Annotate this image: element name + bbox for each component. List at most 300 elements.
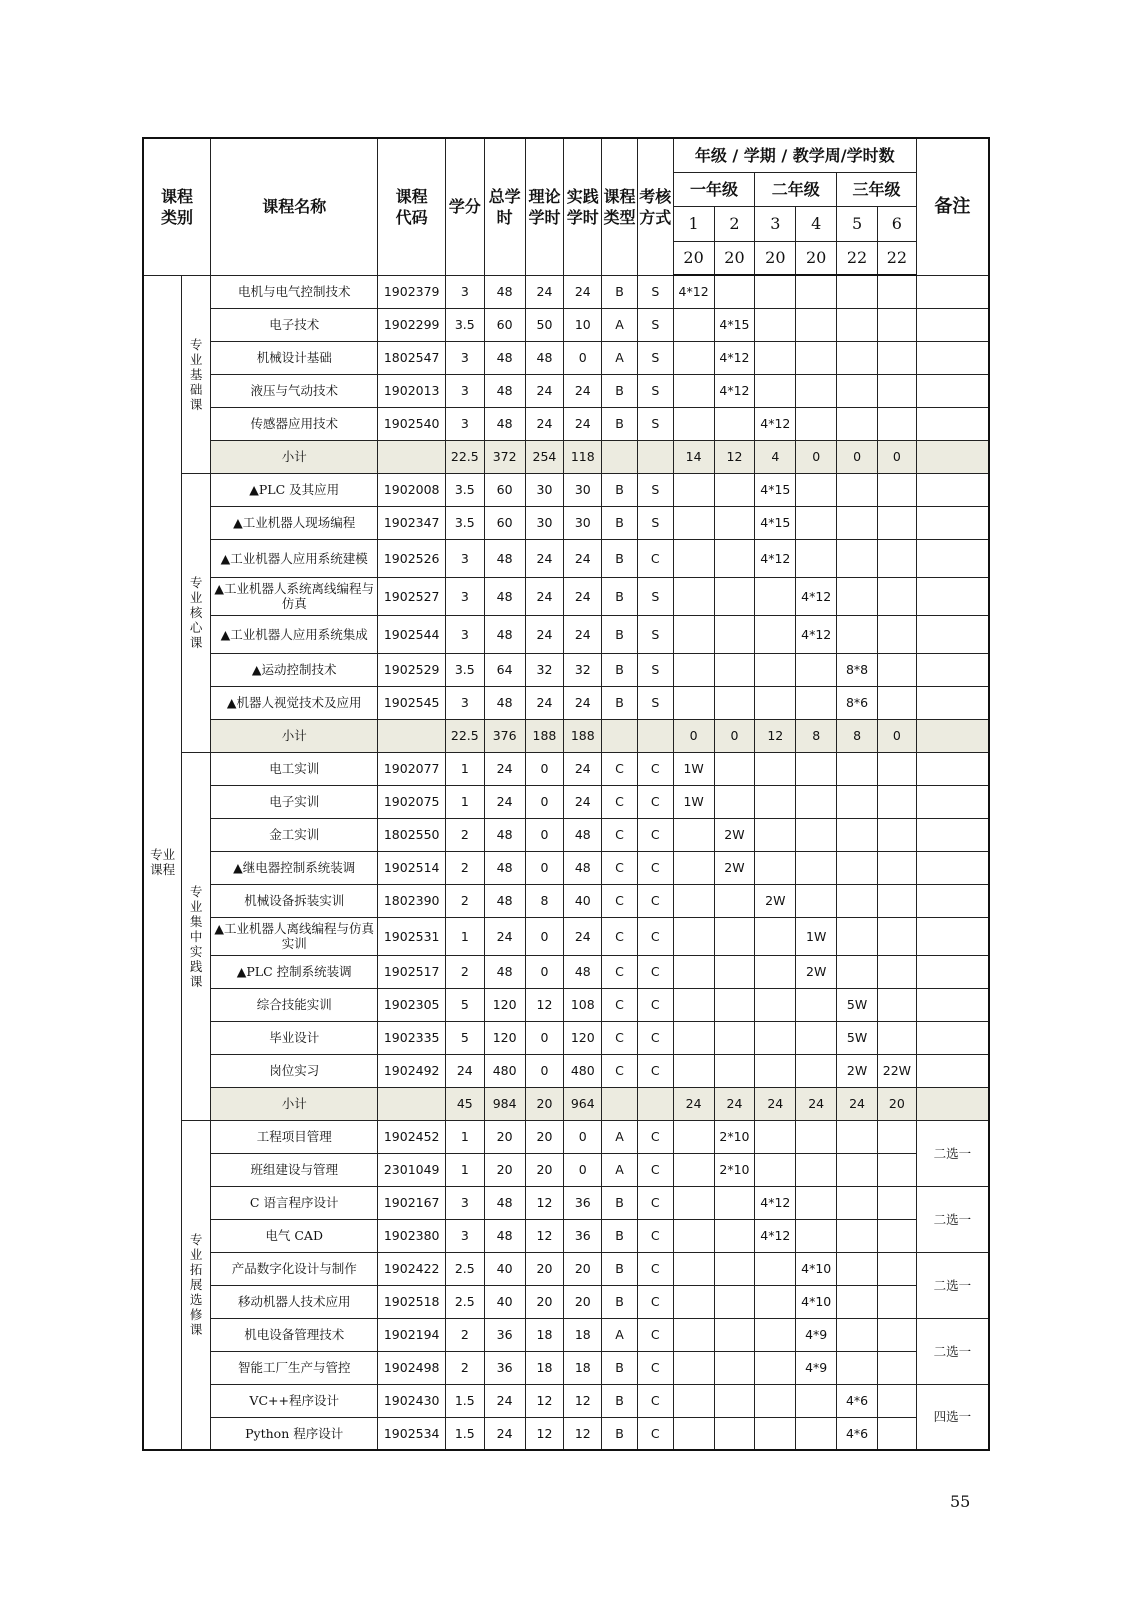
course-practice-hours: 10 <box>564 308 602 341</box>
course-total-hours: 48 <box>484 851 525 884</box>
course-name: 传感器应用技术 <box>210 407 378 440</box>
subtotal-semester-hours: 14 <box>673 440 714 473</box>
course-credit: 1 <box>445 752 484 785</box>
course-type: B <box>602 275 638 308</box>
course-total-hours: 48 <box>484 577 525 615</box>
course-assessment: C <box>637 1120 673 1153</box>
course-total-hours: 48 <box>484 955 525 988</box>
course-credit: 24 <box>445 1054 484 1087</box>
course-assessment: C <box>637 884 673 917</box>
subtotal-code <box>378 440 445 473</box>
course-credit: 1 <box>445 1153 484 1186</box>
course-type: B <box>602 473 638 506</box>
course-total-hours: 120 <box>484 1021 525 1054</box>
course-assessment: S <box>637 407 673 440</box>
semester-hours <box>755 1021 796 1054</box>
semester-hours <box>877 473 916 506</box>
semester-hours <box>755 1153 796 1186</box>
table-row <box>143 653 989 686</box>
header-weeks: 22 <box>877 241 916 275</box>
course-assessment: C <box>637 851 673 884</box>
course-credit: 2 <box>445 1318 484 1351</box>
course-name: 机电设备管理技术 <box>210 1318 378 1351</box>
subtotal-type <box>602 719 638 752</box>
course-assessment: S <box>637 506 673 539</box>
course-type: C <box>602 884 638 917</box>
course-practice-hours: 12 <box>564 1417 602 1450</box>
subtotal-semester-hours: 0 <box>877 719 916 752</box>
subtotal-assessment <box>637 1087 673 1120</box>
course-credit: 5 <box>445 1021 484 1054</box>
course-assessment: S <box>637 473 673 506</box>
semester-hours <box>714 653 755 686</box>
semester-hours <box>837 1219 878 1252</box>
table-row <box>143 506 989 539</box>
semester-hours <box>673 955 714 988</box>
semester-hours: 4*12 <box>796 577 837 615</box>
course-theory-hours: 0 <box>525 955 564 988</box>
course-practice-hours: 120 <box>564 1021 602 1054</box>
course-assessment: C <box>637 1186 673 1219</box>
course-name: 综合技能实训 <box>210 988 378 1021</box>
course-theory-hours: 24 <box>525 407 564 440</box>
table-row <box>143 1417 989 1450</box>
course-theory-hours: 32 <box>525 653 564 686</box>
table-row <box>143 752 989 785</box>
semester-hours <box>877 577 916 615</box>
semester-hours <box>755 917 796 955</box>
table-row <box>143 785 989 818</box>
subtotal-theory-hours: 20 <box>525 1087 564 1120</box>
course-code: 1902335 <box>378 1021 445 1054</box>
course-total-hours: 64 <box>484 653 525 686</box>
course-practice-hours: 30 <box>564 506 602 539</box>
header-weeks: 20 <box>796 241 837 275</box>
course-credit: 5 <box>445 988 484 1021</box>
semester-hours <box>837 615 878 653</box>
subtotal-semester-hours: 4 <box>755 440 796 473</box>
semester-hours <box>714 1054 755 1087</box>
semester-hours <box>673 818 714 851</box>
course-name: 岗位实习 <box>210 1054 378 1087</box>
course-practice-hours: 24 <box>564 539 602 577</box>
remark-cell <box>916 1021 989 1054</box>
remark-cell <box>916 851 989 884</box>
semester-hours <box>877 851 916 884</box>
course-code: 1902305 <box>378 988 445 1021</box>
course-name: 智能工厂生产与管控 <box>210 1351 378 1384</box>
semester-hours: 4*15 <box>755 506 796 539</box>
course-credit: 2 <box>445 884 484 917</box>
semester-hours <box>837 785 878 818</box>
semester-hours: 2*10 <box>714 1120 755 1153</box>
course-assessment: C <box>637 539 673 577</box>
subtotal-credit: 22.5 <box>445 440 484 473</box>
course-theory-hours: 0 <box>525 917 564 955</box>
semester-hours <box>673 851 714 884</box>
semester-hours <box>673 1384 714 1417</box>
subtotal-label: 小计 <box>210 719 378 752</box>
course-type: B <box>602 1285 638 1318</box>
course-total-hours: 60 <box>484 473 525 506</box>
semester-hours <box>837 374 878 407</box>
course-credit: 3.5 <box>445 308 484 341</box>
semester-hours <box>673 1120 714 1153</box>
course-name: 产品数字化设计与制作 <box>210 1252 378 1285</box>
course-type: C <box>602 1054 638 1087</box>
course-practice-hours: 24 <box>564 752 602 785</box>
semester-hours <box>714 1285 755 1318</box>
semester-hours <box>796 1417 837 1450</box>
remark-cell: 二选一 <box>916 1120 989 1186</box>
course-practice-hours: 24 <box>564 615 602 653</box>
course-type: B <box>602 1351 638 1384</box>
course-practice-hours: 40 <box>564 884 602 917</box>
header-grade-1: 一年级 <box>673 172 755 206</box>
table-row <box>143 577 989 615</box>
course-total-hours: 24 <box>484 752 525 785</box>
semester-hours: 2W <box>837 1054 878 1087</box>
semester-hours <box>796 1384 837 1417</box>
semester-hours <box>796 374 837 407</box>
subtotal-label: 小计 <box>210 1087 378 1120</box>
course-assessment: S <box>637 374 673 407</box>
semester-hours <box>877 341 916 374</box>
course-assessment: C <box>637 1285 673 1318</box>
course-practice-hours: 24 <box>564 917 602 955</box>
page-number: 55 <box>950 1492 971 1511</box>
course-total-hours: 48 <box>484 539 525 577</box>
table-row <box>143 539 989 577</box>
semester-hours: 4*9 <box>796 1351 837 1384</box>
course-code: 1902347 <box>378 506 445 539</box>
course-assessment: S <box>637 308 673 341</box>
course-type: A <box>602 1120 638 1153</box>
semester-hours <box>877 308 916 341</box>
course-credit: 1 <box>445 785 484 818</box>
course-practice-hours: 24 <box>564 407 602 440</box>
header-weeks: 20 <box>673 241 714 275</box>
course-name: 液压与气动技术 <box>210 374 378 407</box>
course-credit: 2 <box>445 851 484 884</box>
subtotal-label: 小计 <box>210 440 378 473</box>
course-code: 1902077 <box>378 752 445 785</box>
course-theory-hours: 50 <box>525 308 564 341</box>
semester-hours <box>673 1417 714 1450</box>
course-total-hours: 24 <box>484 917 525 955</box>
course-assessment: C <box>637 1219 673 1252</box>
remark-cell <box>916 615 989 653</box>
course-assessment: C <box>637 917 673 955</box>
header-weeks: 20 <box>714 241 755 275</box>
semester-hours <box>755 955 796 988</box>
remark-cell <box>916 917 989 955</box>
table-row <box>143 1153 989 1186</box>
course-code: 1802390 <box>378 884 445 917</box>
remark-cell: 二选一 <box>916 1186 989 1252</box>
course-practice-hours: 36 <box>564 1219 602 1252</box>
semester-hours <box>877 955 916 988</box>
group-name-cell <box>182 275 211 473</box>
course-theory-hours: 8 <box>525 884 564 917</box>
course-theory-hours: 12 <box>525 1417 564 1450</box>
subtotal-semester-hours: 0 <box>877 440 916 473</box>
table-row <box>143 407 989 440</box>
course-assessment: C <box>637 818 673 851</box>
semester-hours <box>714 539 755 577</box>
semester-hours <box>673 473 714 506</box>
group-name-cell <box>182 752 211 1120</box>
course-theory-hours: 0 <box>525 785 564 818</box>
semester-hours <box>673 1219 714 1252</box>
table-row <box>143 473 989 506</box>
semester-hours <box>755 1384 796 1417</box>
header-credit: 学分 <box>445 138 484 275</box>
semester-hours <box>837 1351 878 1384</box>
course-practice-hours: 30 <box>564 473 602 506</box>
semester-hours <box>673 308 714 341</box>
course-practice-hours: 20 <box>564 1252 602 1285</box>
group-name: 专业基础课 <box>189 336 203 412</box>
course-type: B <box>602 686 638 719</box>
group-name: 专业集中实践课 <box>189 883 203 989</box>
course-total-hours: 36 <box>484 1318 525 1351</box>
table-row <box>143 686 989 719</box>
semester-hours <box>714 1318 755 1351</box>
remark-cell <box>916 1054 989 1087</box>
course-credit: 3.5 <box>445 506 484 539</box>
course-theory-hours: 30 <box>525 473 564 506</box>
course-type: C <box>602 1021 638 1054</box>
semester-hours: 4*15 <box>755 473 796 506</box>
semester-hours <box>877 506 916 539</box>
remark-cell <box>916 818 989 851</box>
subtotal-semester-hours: 12 <box>755 719 796 752</box>
semester-hours <box>877 785 916 818</box>
course-code: 1902540 <box>378 407 445 440</box>
course-practice-hours: 24 <box>564 577 602 615</box>
course-practice-hours: 48 <box>564 818 602 851</box>
subtotal-total-hours: 984 <box>484 1087 525 1120</box>
group-name: 专业拓展选修课 <box>189 1232 203 1338</box>
semester-hours: 8*6 <box>837 686 878 719</box>
course-name: ▲PLC 控制系统装调 <box>210 955 378 988</box>
header-weeks: 22 <box>837 241 878 275</box>
semester-hours <box>837 884 878 917</box>
semester-hours <box>877 988 916 1021</box>
course-total-hours: 48 <box>484 1186 525 1219</box>
course-code: 2301049 <box>378 1153 445 1186</box>
course-type: C <box>602 752 638 785</box>
course-name: 金工实训 <box>210 818 378 851</box>
course-code: 1802550 <box>378 818 445 851</box>
semester-hours <box>796 473 837 506</box>
semester-hours <box>877 818 916 851</box>
semester-hours <box>755 1285 796 1318</box>
course-type: B <box>602 1384 638 1417</box>
course-assessment: S <box>637 615 673 653</box>
semester-hours <box>755 1318 796 1351</box>
course-theory-hours: 0 <box>525 851 564 884</box>
course-name: 电子实训 <box>210 785 378 818</box>
semester-hours <box>877 407 916 440</box>
subtotal-semester-hours: 24 <box>837 1087 878 1120</box>
course-code: 1902531 <box>378 917 445 955</box>
remark-cell <box>916 686 989 719</box>
course-theory-hours: 12 <box>525 1219 564 1252</box>
course-theory-hours: 0 <box>525 752 564 785</box>
course-assessment: C <box>637 1153 673 1186</box>
semester-hours <box>877 1351 916 1384</box>
course-assessment: C <box>637 752 673 785</box>
semester-hours <box>877 1252 916 1285</box>
course-theory-hours: 48 <box>525 341 564 374</box>
course-total-hours: 48 <box>484 686 525 719</box>
course-name: ▲工业机器人应用系统建模 <box>210 539 378 577</box>
course-code: 1902492 <box>378 1054 445 1087</box>
table-row <box>143 275 989 308</box>
semester-hours <box>837 1252 878 1285</box>
semester-hours: 2W <box>714 818 755 851</box>
course-credit: 2 <box>445 818 484 851</box>
semester-hours <box>877 1153 916 1186</box>
semester-hours: 8*8 <box>837 653 878 686</box>
semester-hours <box>714 1021 755 1054</box>
table-header <box>143 138 989 275</box>
semester-hours <box>673 374 714 407</box>
subtotal-semester-hours: 0 <box>714 719 755 752</box>
course-total-hours: 24 <box>484 1417 525 1450</box>
subtotal-assessment <box>637 719 673 752</box>
course-assessment: S <box>637 341 673 374</box>
remark-cell <box>916 473 989 506</box>
semester-hours <box>837 407 878 440</box>
course-code: 1902167 <box>378 1186 445 1219</box>
group-name: 专业核心课 <box>189 575 203 650</box>
course-type: B <box>602 1186 638 1219</box>
semester-hours <box>755 1054 796 1087</box>
semester-hours: 4*12 <box>755 1186 796 1219</box>
header-total-hours: 总学时 <box>484 138 525 275</box>
course-type: B <box>602 653 638 686</box>
header-semester: 4 <box>796 206 837 241</box>
semester-hours <box>714 1219 755 1252</box>
course-practice-hours: 48 <box>564 955 602 988</box>
remark-cell <box>916 407 989 440</box>
table-row <box>143 988 989 1021</box>
course-name: ▲工业机器人现场编程 <box>210 506 378 539</box>
course-name: VC++程序设计 <box>210 1384 378 1417</box>
semester-hours <box>714 686 755 719</box>
course-name: 电气 CAD <box>210 1219 378 1252</box>
course-code: 1902452 <box>378 1120 445 1153</box>
course-code: 1902526 <box>378 539 445 577</box>
course-total-hours: 60 <box>484 308 525 341</box>
semester-hours <box>755 752 796 785</box>
subtotal-type <box>602 440 638 473</box>
subtotal-semester-hours: 8 <box>796 719 837 752</box>
course-code: 1902498 <box>378 1351 445 1384</box>
course-assessment: C <box>637 785 673 818</box>
semester-hours <box>714 577 755 615</box>
course-theory-hours: 20 <box>525 1285 564 1318</box>
table-body <box>143 275 989 1450</box>
course-code: 1902013 <box>378 374 445 407</box>
course-type: C <box>602 818 638 851</box>
semester-hours <box>714 917 755 955</box>
semester-hours <box>877 1021 916 1054</box>
table-row <box>143 1186 989 1219</box>
table-row <box>143 917 989 955</box>
course-credit: 1.5 <box>445 1384 484 1417</box>
course-total-hours: 120 <box>484 988 525 1021</box>
table-row <box>143 1120 989 1153</box>
course-total-hours: 48 <box>484 615 525 653</box>
semester-hours <box>714 407 755 440</box>
course-total-hours: 480 <box>484 1054 525 1087</box>
course-practice-hours: 480 <box>564 1054 602 1087</box>
semester-hours <box>673 1186 714 1219</box>
course-total-hours: 48 <box>484 818 525 851</box>
course-name: 机械设备拆装实训 <box>210 884 378 917</box>
course-credit: 3 <box>445 275 484 308</box>
course-code: 1902299 <box>378 308 445 341</box>
remark-cell <box>916 719 989 752</box>
header-remarks: 备注 <box>916 138 989 275</box>
course-assessment: S <box>637 686 673 719</box>
course-assessment: S <box>637 577 673 615</box>
course-assessment: S <box>637 653 673 686</box>
course-name: ▲PLC 及其应用 <box>210 473 378 506</box>
table-row <box>143 955 989 988</box>
semester-hours: 4*12 <box>755 539 796 577</box>
subtotal-code <box>378 1087 445 1120</box>
course-practice-hours: 0 <box>564 1120 602 1153</box>
subtotal-assessment <box>637 440 673 473</box>
semester-hours: 4*6 <box>837 1417 878 1450</box>
remark-cell: 二选一 <box>916 1252 989 1318</box>
semester-hours <box>714 275 755 308</box>
semester-hours <box>877 686 916 719</box>
semester-hours <box>837 955 878 988</box>
semester-hours <box>796 818 837 851</box>
semester-hours <box>673 1021 714 1054</box>
course-assessment: C <box>637 955 673 988</box>
course-credit: 3 <box>445 341 484 374</box>
course-total-hours: 48 <box>484 275 525 308</box>
semester-hours: 5W <box>837 988 878 1021</box>
semester-hours <box>755 341 796 374</box>
table-row <box>143 1351 989 1384</box>
semester-hours <box>796 506 837 539</box>
course-theory-hours: 18 <box>525 1351 564 1384</box>
semester-hours <box>796 686 837 719</box>
course-theory-hours: 24 <box>525 577 564 615</box>
table-row <box>143 1285 989 1318</box>
semester-hours <box>796 1054 837 1087</box>
remark-cell <box>916 374 989 407</box>
semester-hours <box>673 539 714 577</box>
course-credit: 3.5 <box>445 473 484 506</box>
course-practice-hours: 24 <box>564 785 602 818</box>
course-name: Python 程序设计 <box>210 1417 378 1450</box>
semester-hours <box>837 818 878 851</box>
semester-hours: 22W <box>877 1054 916 1087</box>
semester-hours <box>837 506 878 539</box>
header-semester: 5 <box>837 206 878 241</box>
course-type: B <box>602 1417 638 1450</box>
header-practice-hours: 实践学时 <box>564 138 602 275</box>
